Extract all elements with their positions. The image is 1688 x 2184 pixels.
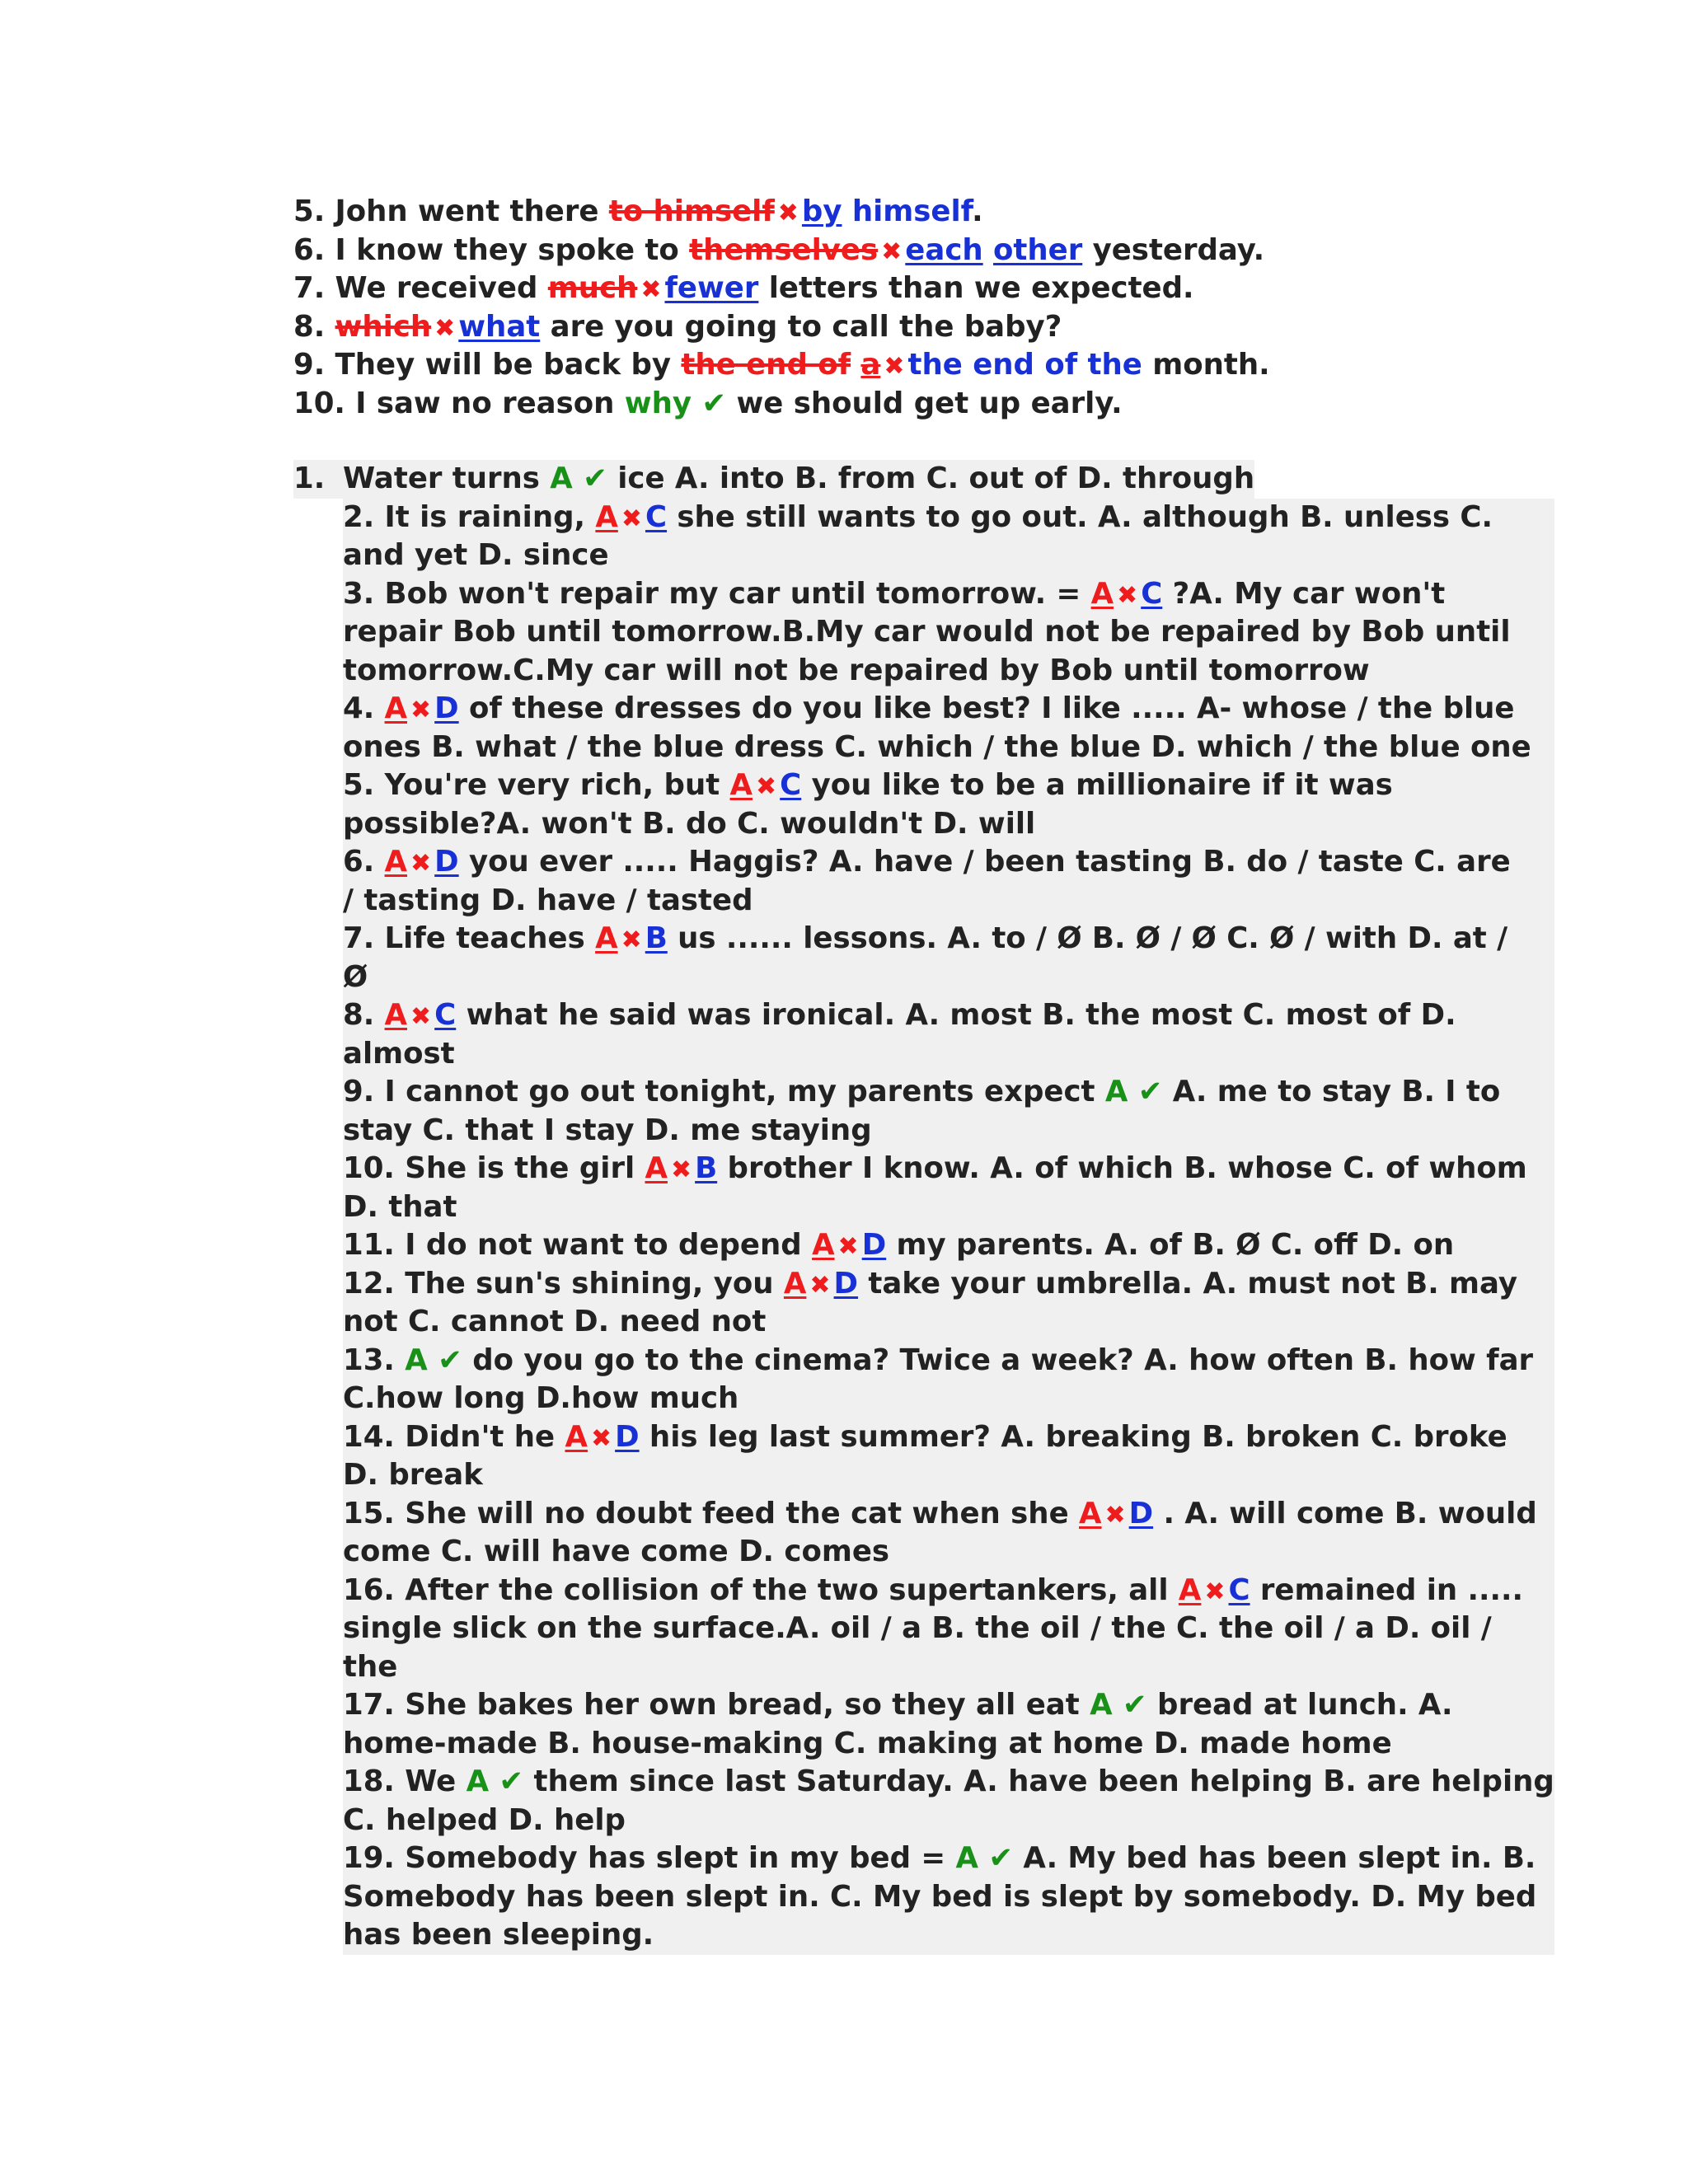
item-7: [293, 269, 1270, 308]
question-text: D. break: [343, 1458, 483, 1492]
question-text: C. helped D. help: [343, 1802, 626, 1837]
wrong-answer: much: [547, 271, 638, 305]
question-text: she still wants to go out. A. although B. unless C.: [667, 499, 1493, 534]
cross-icon: ✖: [1117, 580, 1138, 610]
cross-icon: ✖: [621, 504, 642, 533]
wrong-answer: A: [729, 768, 753, 802]
question-text: 3. Bob won't repair my car until tomorrow. =: [343, 576, 1091, 611]
correct-answer: A: [1090, 1688, 1113, 1722]
question-text: bread at lunch. A.: [1146, 1688, 1453, 1722]
question-15: [343, 1495, 1554, 1534]
question-text: 14. Didn't he: [343, 1419, 565, 1454]
question-text: what he said was ironical. A. most B. the most C. most of D.: [456, 998, 1456, 1032]
question-1: [293, 460, 1254, 499]
sentence-text: are you going to call the baby?: [540, 309, 1062, 344]
question-8: [343, 996, 1554, 1035]
cross-icon: ✖: [837, 1232, 859, 1261]
cross-icon: ✖: [410, 696, 432, 724]
question-text: not C. cannot D. need not: [343, 1305, 767, 1338]
sentence-text: letters than we expected.: [758, 271, 1194, 305]
question-text: 6.: [343, 845, 385, 879]
check-icon: ✔: [499, 1765, 524, 1798]
question-16: [343, 1572, 1554, 1610]
sentence-text: yesterday.: [1082, 232, 1265, 267]
question-14: [343, 1418, 1554, 1457]
cross-icon: ✖: [640, 275, 662, 304]
question-text: tomorrow.C.My car will not be repaired by Bob until tomorrow: [343, 653, 1370, 687]
wrong-answer: A: [645, 1151, 668, 1185]
question-text: single slick on the surface.A. oil / a B. the oil / the C. the oil / a D. oil /: [343, 1611, 1492, 1645]
correct-answer: C: [1228, 1572, 1250, 1607]
check-icon: ✔: [988, 1841, 1014, 1875]
wrong-answer: A: [812, 1228, 835, 1262]
question-text: you ever ..... Haggis? A. have / been tasting B. do / taste C. are: [458, 845, 1511, 879]
question-text: possible?A. won't B. do C. wouldn't D. will: [343, 806, 1036, 841]
question-text: brother I know. A. of which B. whose C. of whom: [717, 1151, 1527, 1185]
question-text: 9. I cannot go out tonight, my parents expect: [343, 1075, 1105, 1108]
item-6: [293, 232, 1270, 270]
question-text: repair Bob until tomorrow.B.My car would not be repaired by Bob until: [343, 615, 1511, 649]
wrong-answer: A: [1079, 1496, 1102, 1530]
correct-answer: fewer: [664, 271, 759, 305]
question-text: almost: [343, 1036, 455, 1071]
wrong-answer: A: [384, 691, 408, 725]
item-number: 7.: [293, 271, 335, 305]
question-text: 13.: [343, 1343, 406, 1377]
question-text: A. me to stay B. I to: [1162, 1075, 1501, 1108]
cross-icon: ✖: [621, 926, 642, 954]
item-number: 1.: [293, 462, 326, 495]
cross-icon: ✖: [884, 352, 905, 381]
question-text: and yet D. since: [343, 538, 609, 572]
question-text: 15. She will no doubt feed the cat when she: [343, 1496, 1080, 1530]
correct-answer: by: [801, 194, 842, 228]
question-text: 8.: [343, 998, 385, 1032]
wrong-answer: A: [565, 1419, 588, 1454]
question-text: come C. will have come D. comes: [343, 1535, 890, 1568]
question-5: [343, 766, 1554, 805]
question-text: 18. We: [343, 1765, 467, 1798]
correct-answer: D: [861, 1228, 887, 1262]
correct-answer: D: [434, 845, 459, 879]
question-text: of these dresses do you like best? I like ..... A- whose / the blue: [458, 691, 1515, 725]
question-text: 4.: [343, 691, 385, 725]
correction-list: [293, 193, 1270, 423]
question-text: the: [343, 1649, 398, 1684]
item-number: 6.: [293, 232, 335, 267]
sentence-text: we should get up early.: [736, 386, 1123, 420]
question-text: 17. She bakes her own bread, so they all eat: [343, 1688, 1090, 1722]
correct-answer: A: [466, 1765, 490, 1798]
cross-icon: ✖: [670, 1155, 692, 1184]
question-12: [343, 1265, 1554, 1304]
question-6: [343, 843, 1554, 882]
wrong-answer: which: [335, 309, 432, 344]
correct-answer: what: [458, 309, 541, 344]
question-text: us ...... lessons. A. to / Ø B. Ø / Ø C. Ø / with D. at /: [667, 921, 1508, 955]
question-text: ?A. My car won't: [1162, 576, 1446, 611]
wrong-answer: A: [384, 845, 408, 879]
question-text: them since last Saturday. A. have been helping B. are helping: [523, 1765, 1554, 1798]
wrong-answer: A: [595, 499, 618, 534]
item-10: [293, 385, 1270, 424]
sentence-text: I know they spoke to: [335, 232, 690, 267]
question-text: 7. Life teaches: [343, 921, 596, 955]
question-list: [343, 499, 1554, 1955]
question-text: you like to be a millionaire if it was: [801, 768, 1393, 802]
check-icon: ✔: [438, 1343, 462, 1377]
cross-icon: ✖: [809, 1270, 831, 1300]
correct-answer: C: [1141, 576, 1163, 611]
check-icon: ✔: [583, 462, 607, 495]
wrong-answer: A: [595, 921, 618, 955]
sentence-text: John went there: [335, 194, 609, 228]
question-text: remained in .....: [1250, 1572, 1523, 1607]
question-text: / tasting D. have / tasted: [343, 883, 753, 917]
question-4: [343, 690, 1554, 729]
cross-icon: ✖: [756, 772, 777, 801]
question-text: Ø: [343, 959, 368, 994]
item-number: 8.: [293, 309, 335, 344]
wrong-answer: A: [384, 998, 408, 1032]
cross-icon: ✖: [777, 199, 799, 227]
question-text: 2. It is raining,: [343, 499, 596, 534]
correct-answer: the end of the: [907, 348, 1142, 382]
check-icon: ✔: [701, 386, 727, 420]
sentence-text: .: [972, 194, 983, 228]
wrong-answer: A: [783, 1266, 807, 1301]
check-icon: ✔: [1137, 1075, 1163, 1108]
cross-icon: ✖: [590, 1423, 612, 1453]
question-18: [343, 1763, 1554, 1802]
sentence-text: They will be back by: [335, 348, 682, 382]
question-text: Water turns: [343, 462, 551, 495]
correct-answer: B: [645, 921, 668, 955]
cross-icon: ✖: [410, 849, 432, 878]
item-5: [293, 193, 1270, 232]
wrong-answer: a: [860, 348, 881, 382]
correct-answer: why: [624, 386, 692, 420]
item-number: 5.: [293, 194, 335, 228]
item-number: 10.: [293, 386, 356, 420]
cross-icon: ✖: [410, 1002, 432, 1031]
question-text: stay C. that I stay D. me staying: [343, 1113, 872, 1147]
question-text: home-made B. house-making C. making at home D. made home: [343, 1726, 1392, 1760]
wrong-answer: the end of: [681, 348, 851, 382]
wrong-answer: to himself: [608, 194, 775, 228]
question-text: Somebody has been slept in. C. My bed is slept by somebody. D. My bed: [343, 1879, 1537, 1914]
question-text: his leg last summer? A. breaking B. broken C. broke: [639, 1419, 1507, 1454]
question-17: [343, 1686, 1554, 1725]
question-text: 10. She is the girl: [343, 1151, 645, 1185]
correct-answer: A: [955, 1841, 978, 1875]
item-number: 9.: [293, 348, 335, 382]
wrong-answer: A: [1090, 576, 1114, 611]
question-text: do you go to the cinema? Twice a week? A. how often B. how far: [462, 1343, 1534, 1377]
correct-answer: A: [405, 1343, 428, 1377]
cross-icon: ✖: [1104, 1500, 1126, 1530]
correct-answer: D: [1128, 1496, 1154, 1530]
question-text: D. that: [343, 1189, 457, 1224]
question-9: [343, 1073, 1554, 1112]
correct-answer: C: [780, 768, 802, 802]
correct-answer: C: [434, 998, 457, 1032]
cross-icon: ✖: [881, 237, 903, 266]
correct-answer-cont: himself: [842, 194, 973, 228]
question-10: [343, 1150, 1554, 1188]
correct-answer: D: [833, 1266, 859, 1301]
question-text: take your umbrella. A. must not B. may: [858, 1266, 1518, 1301]
question-text: 12. The sun's shining, you: [343, 1266, 784, 1301]
question-3: [343, 575, 1554, 614]
correct-answer: each: [905, 232, 983, 267]
cross-icon: ✖: [434, 313, 456, 343]
correct-answer: A: [1104, 1075, 1128, 1108]
correct-answer: other: [993, 232, 1083, 267]
correct-answer: C: [645, 499, 668, 534]
correct-answer: B: [695, 1151, 718, 1185]
correct-answer: D: [434, 691, 459, 725]
cross-icon: ✖: [1204, 1577, 1226, 1606]
question-text: C.how long D.how much: [343, 1381, 739, 1415]
question-text: ice A. into B. from C. out of D. through: [617, 462, 1255, 495]
question-7: [343, 920, 1554, 958]
wrong-answer: A: [1178, 1572, 1202, 1607]
correct-answer: D: [615, 1419, 640, 1454]
question-text: has been sleeping.: [343, 1918, 654, 1952]
question-text: A. My bed has been slept in. B.: [1013, 1841, 1536, 1875]
item-9: [293, 346, 1270, 385]
question-11: [343, 1226, 1554, 1265]
correct-answer: A: [550, 462, 573, 495]
question-19: [343, 1840, 1554, 1878]
question-2: [343, 499, 1554, 537]
wrong-answer: themselves: [689, 232, 879, 267]
check-icon: ✔: [1122, 1688, 1147, 1722]
question-text: 16. After the collision of the two supertankers, all: [343, 1572, 1179, 1607]
question-text: . A. will come B. would: [1153, 1496, 1537, 1530]
question-text: 5. You're very rich, but: [343, 768, 730, 802]
question-text: 19. Somebody has slept in my bed =: [343, 1841, 956, 1875]
question-13: [343, 1342, 1554, 1380]
item-8: [293, 308, 1270, 347]
question-text: 11. I do not want to depend: [343, 1228, 813, 1262]
question-text: ones B. what / the blue dress C. which / the blue D. which / the blue one: [343, 729, 1531, 764]
sentence-text: month.: [1142, 348, 1270, 382]
sentence-text: We received: [335, 271, 548, 305]
question-text: my parents. A. of B. Ø C. off D. on: [886, 1228, 1455, 1262]
sentence-text: I saw no reason: [355, 386, 625, 420]
